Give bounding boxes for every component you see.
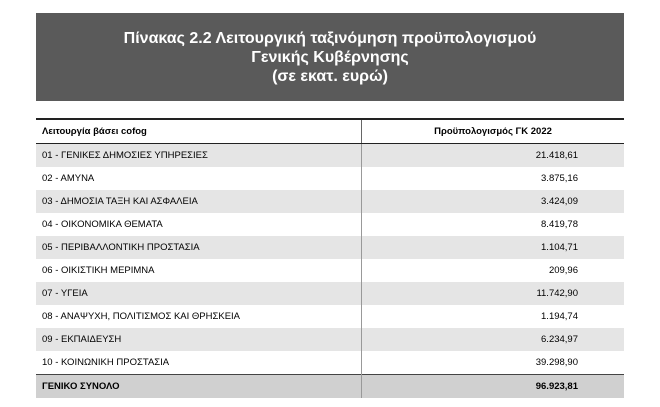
row-value: 8.419,78 <box>362 213 625 236</box>
budget-table <box>36 118 624 398</box>
table-row <box>36 213 624 236</box>
row-value: 3.424,09 <box>362 190 625 213</box>
row-label: 05 - ΠΕΡΙΒΑΛΛΟΝΤΙΚΗ ΠΡΟΣΤΑΣΙΑ <box>36 236 362 259</box>
row-label: 04 - ΟΙΚΟΝΟΜΙΚΑ ΘΕΜΑΤΑ <box>42 219 163 230</box>
row-value: 1.104,71 <box>362 236 625 259</box>
row-label: 10 - ΚΟΙΝΩΝΙΚΗ ΠΡΟΣΤΑΣΙΑ <box>42 357 170 368</box>
table-row <box>36 144 624 168</box>
row-value: 21.418,61 <box>362 144 625 168</box>
table-header-row <box>36 119 624 144</box>
row-value: 39.298,90 <box>362 351 625 375</box>
row-value: 6.234,97 <box>362 328 625 351</box>
column-header-budget: Προϋπολογισμός ΓΚ 2022 <box>362 119 625 144</box>
row-label: 06 - ΟΙΚΙΣΤΙΚΗ ΜΕΡΙΜΝΑ <box>42 265 155 276</box>
row-label: 09 - ΕΚΠΑΙΔΕΥΣΗ <box>36 328 362 351</box>
table-row <box>36 190 624 213</box>
row-label: 02 - ΑΜΥΝΑ <box>42 173 95 184</box>
column-header-function: Λειτουργία βάσει cofog <box>36 119 362 144</box>
table-row <box>36 328 624 351</box>
table-title-line-3: (σε εκατ. ευρώ) <box>272 67 388 85</box>
title-spacer <box>36 101 624 118</box>
table-row <box>36 259 624 282</box>
row-value: 11.742,90 <box>362 282 625 305</box>
table-row <box>36 167 624 190</box>
table-row <box>36 236 624 259</box>
table-row <box>36 351 624 375</box>
row-label: 08 - ΑΝΑΨΥΧΗ, ΠΟΛΙΤΙΣΜΟΣ ΚΑΙ ΘΡΗΣΚΕΙΑ <box>42 311 241 322</box>
row-value: 1.194,74 <box>362 305 625 328</box>
row-value: 3.875,16 <box>362 167 625 190</box>
table-row <box>36 305 624 328</box>
table-title-line-1: Πίνακας 2.2 Λειτουργική ταξινόμηση προϋπολογισμού <box>123 29 537 47</box>
table-total-row <box>36 375 624 399</box>
table-title-line-2: Γενικής Κυβέρνησης <box>251 48 409 66</box>
row-label: 07 - ΥΓΕΙΑ <box>36 282 362 305</box>
table-row <box>36 282 624 305</box>
row-label: 03 - ΔΗΜΟΣΙΑ ΤΑΞΗ ΚΑΙ ΑΣΦΑΛΕΙΑ <box>36 190 362 213</box>
total-label: ΓΕΝΙΚΟ ΣΥΝΟΛΟ <box>36 375 362 399</box>
row-value: 209,96 <box>362 259 625 282</box>
total-value: 96.923,81 <box>362 375 625 399</box>
table-title-banner <box>36 13 624 101</box>
row-label: 01 - ΓΕΝΙΚΕΣ ΔΗΜΟΣΙΕΣ ΥΠΗΡΕΣΙΕΣ <box>36 144 362 168</box>
